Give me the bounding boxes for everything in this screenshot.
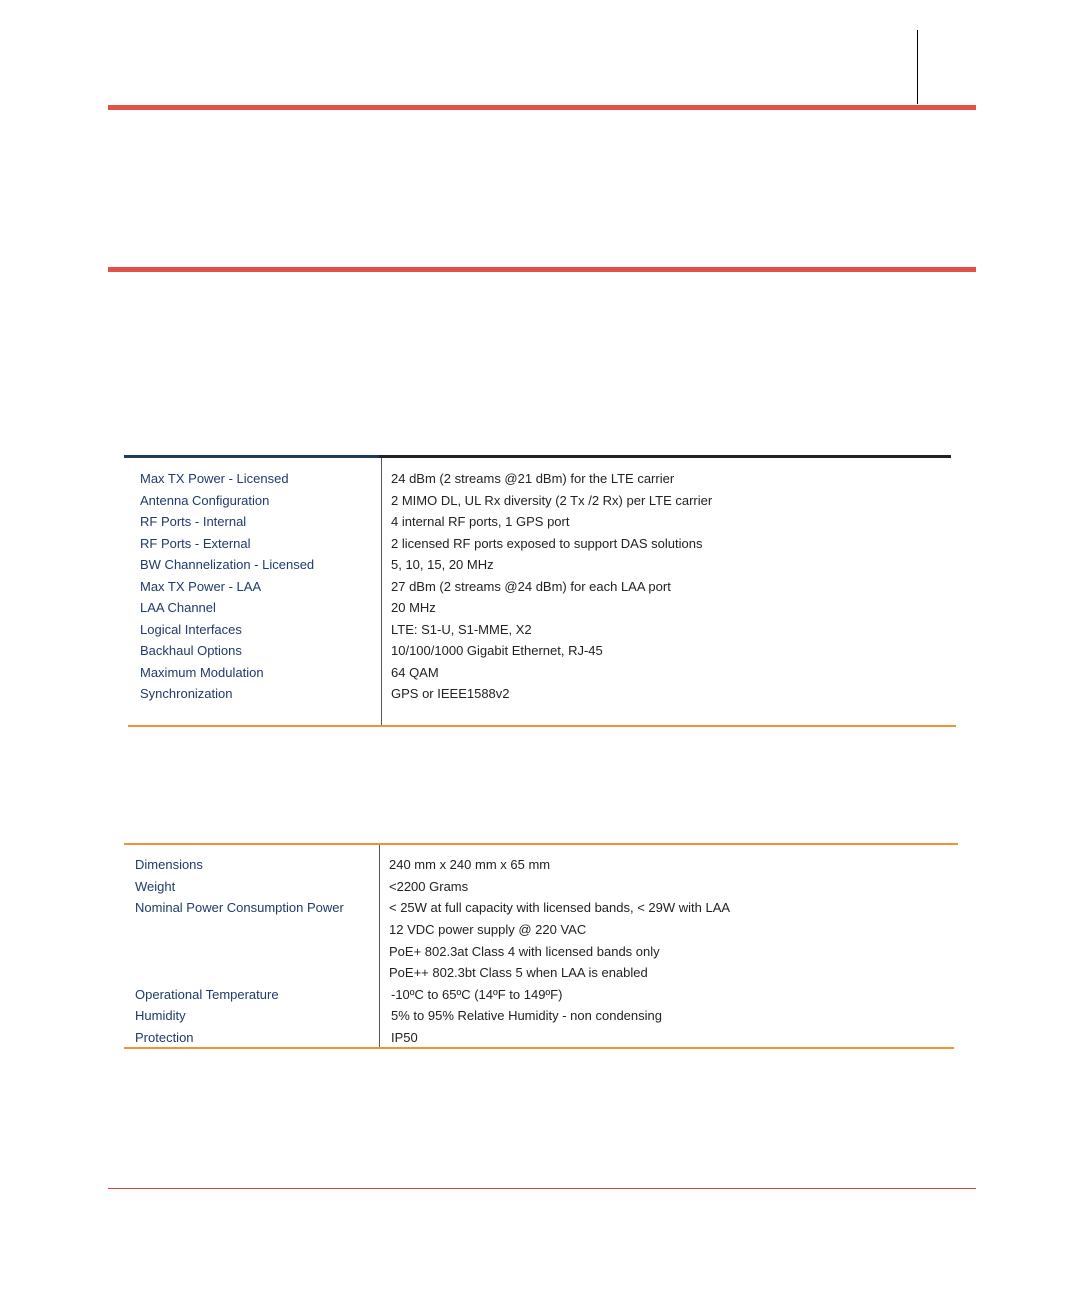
table-bottom-rule	[124, 1047, 954, 1049]
spec-value: 20 MHz	[391, 600, 436, 615]
header-rule-second	[108, 267, 976, 272]
spec-value: 2 MIMO DL, UL Rx diversity (2 Tx /2 Rx) per LTE carrier	[391, 493, 713, 508]
spec-value: PoE+ 802.3at Class 4 with licensed bands only	[389, 944, 660, 959]
spec-label: Operational Temperature	[135, 987, 279, 1002]
spec-label: Backhaul Options	[140, 643, 242, 658]
table-bottom-rule	[128, 725, 956, 727]
spec-label: Maximum Modulation	[140, 665, 264, 680]
spec-label: RF Ports - External	[140, 536, 251, 551]
spec-value: 12 VDC power supply @ 220 VAC	[389, 922, 587, 937]
spec-value: 5% to 95% Relative Humidity - non condensing	[391, 1008, 662, 1023]
spec-value: LTE: S1-U, S1-MME, X2	[391, 622, 532, 637]
spec-value: 10/100/1000 Gigabit Ethernet, RJ-45	[391, 643, 603, 658]
spec-value: 4 internal RF ports, 1 GPS port	[391, 514, 570, 529]
radio-specs-table	[124, 455, 956, 727]
spec-label: LAA Channel	[140, 600, 216, 615]
spec-label: Nominal Power Consumption Power	[135, 900, 344, 915]
header-rule-top	[108, 105, 976, 110]
table-top-bar-left	[124, 455, 379, 458]
spec-value: <2200 Grams	[389, 879, 469, 894]
table-top-bar-right	[379, 455, 951, 458]
column-divider	[381, 458, 382, 726]
spec-label: Protection	[135, 1030, 194, 1045]
spec-label: RF Ports - Internal	[140, 514, 247, 529]
spec-label: Max TX Power - LAA	[140, 579, 262, 594]
spec-value: GPS or IEEE1588v2	[391, 686, 510, 701]
spec-value: 240 mm x 240 mm x 65 mm	[389, 857, 551, 872]
spec-label: Humidity	[135, 1008, 186, 1023]
spec-value: -10ºC to 65ºC (14ºF to 149ºF)	[391, 987, 563, 1002]
footer-rule	[108, 1188, 976, 1189]
spec-label: BW Channelization - Licensed	[140, 557, 315, 572]
spec-value: 2 licensed RF ports exposed to support DAS solutions	[391, 536, 703, 551]
spec-value: 64 QAM	[391, 665, 439, 680]
physical-specs-table	[124, 843, 960, 1050]
spec-value: 5, 10, 15, 20 MHz	[391, 557, 494, 572]
spec-value: IP50	[391, 1030, 418, 1045]
table-top-rule	[124, 843, 958, 845]
spec-label: Max TX Power - Licensed	[140, 471, 289, 486]
spec-value: 24 dBm (2 streams @21 dBm) for the LTE carrier	[391, 471, 675, 486]
spec-label: Synchronization	[140, 686, 233, 701]
spec-label: Logical Interfaces	[140, 622, 242, 637]
spec-label: Weight	[135, 879, 176, 894]
column-divider	[379, 845, 380, 1049]
spec-value: PoE++ 802.3bt Class 5 when LAA is enabled	[389, 965, 648, 980]
spec-value: < 25W at full capacity with licensed bands, < 29W with LAA	[389, 900, 731, 915]
spec-label: Dimensions	[135, 857, 203, 872]
page-tick-line	[917, 30, 918, 104]
spec-label: Antenna Configuration	[140, 493, 270, 508]
spec-value: 27 dBm (2 streams @24 dBm) for each LAA port	[391, 579, 671, 594]
